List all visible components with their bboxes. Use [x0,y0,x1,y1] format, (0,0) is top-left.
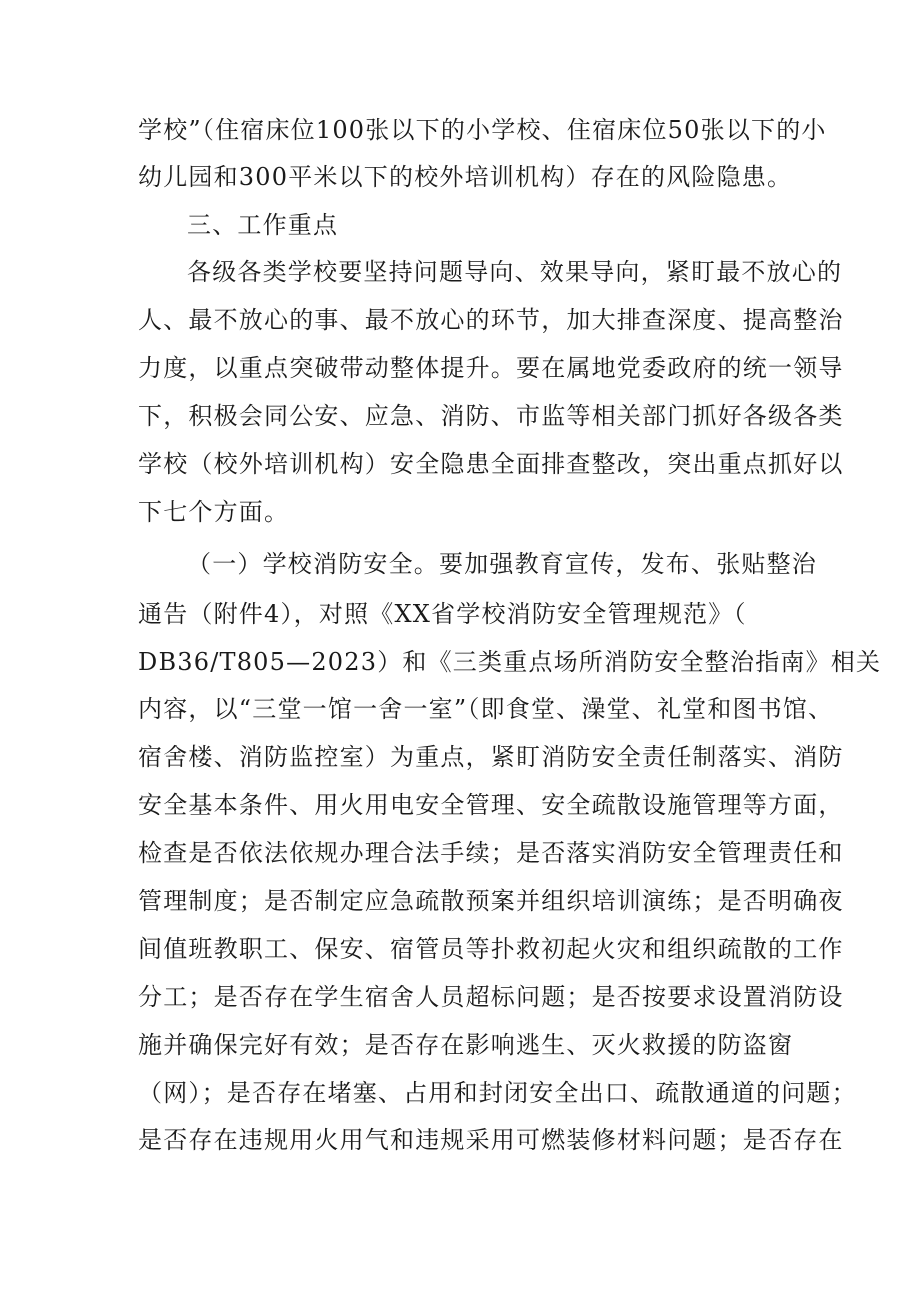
text-line-13: 内容，以“三堂一馆一舍一室”（即食堂、澡堂、礼堂和图书馆、 [138,695,834,723]
text-line-16: 检查是否依法依规办理合法手续；是否落实消防安全管理责任和 [138,839,844,867]
text-line-9: 下七个方面。 [138,498,290,526]
text-line-15: 安全基本条件、用火用电安全管理、安全疏散设施管理等方面， [138,791,844,819]
text-line-17: 管理制度；是否制定应急疏散预案并组织培训演练；是否明确夜 [138,887,844,915]
text-line-7: 下，积极会同公安、应急、消防、市监等相关部门抓好各级各类 [138,402,844,430]
text-line-1: 学校”（住宿床位100张以下的小学校、住宿床位50张以下的小 [138,116,827,144]
text-line-6: 力度，以重点突破带动整体提升。要在属地党委政府的统一领导 [138,354,844,382]
text-line-12: DB36/T805—2023）和《三类重点场所消防安全整治指南》相关 [138,648,882,676]
section-heading: 三、工作重点 [187,211,339,239]
text-line-21: （网）；是否存在堵塞、占用和封闭安全出口、疏散通道的问题； [138,1079,857,1107]
text-line-11: 通告（附件4），对照《XX省学校消防安全管理规范》（ [138,600,747,628]
paragraph-start-line: 各级各类学校要坚持问题导向、效果导向，紧盯最不放心的 [187,258,843,286]
text-line-5: 人、最不放心的事、最不放心的环节，加大排查深度、提高整治 [138,306,844,334]
text-line-19: 分工；是否存在学生宿舍人员超标问题；是否按要求设置消防设 [138,983,844,1011]
text-line-20: 施并确保完好有效；是否存在影响逃生、灭火救援的防盗窗 [138,1031,794,1059]
text-line-22: 是否存在违规用火用气和违规采用可燃装修材料问题；是否存在 [138,1126,844,1154]
text-line-14: 宿舍楼、消防监控室）为重点，紧盯消防安全责任制落实、消防 [138,743,844,771]
text-line-2: 幼儿园和300平米以下的校外培训机构）存在的风险隐患。 [138,163,793,191]
text-line-8: 学校（校外培训机构）安全隐患全面排查整改，突出重点抓好以 [138,450,844,478]
text-line-18: 间值班教职工、保安、宿管员等扑救初起火灾和组织疏散的工作 [138,935,844,963]
subsection-heading-line: （一）学校消防安全。要加强教育宣传，发布、张贴整治 [187,550,817,578]
